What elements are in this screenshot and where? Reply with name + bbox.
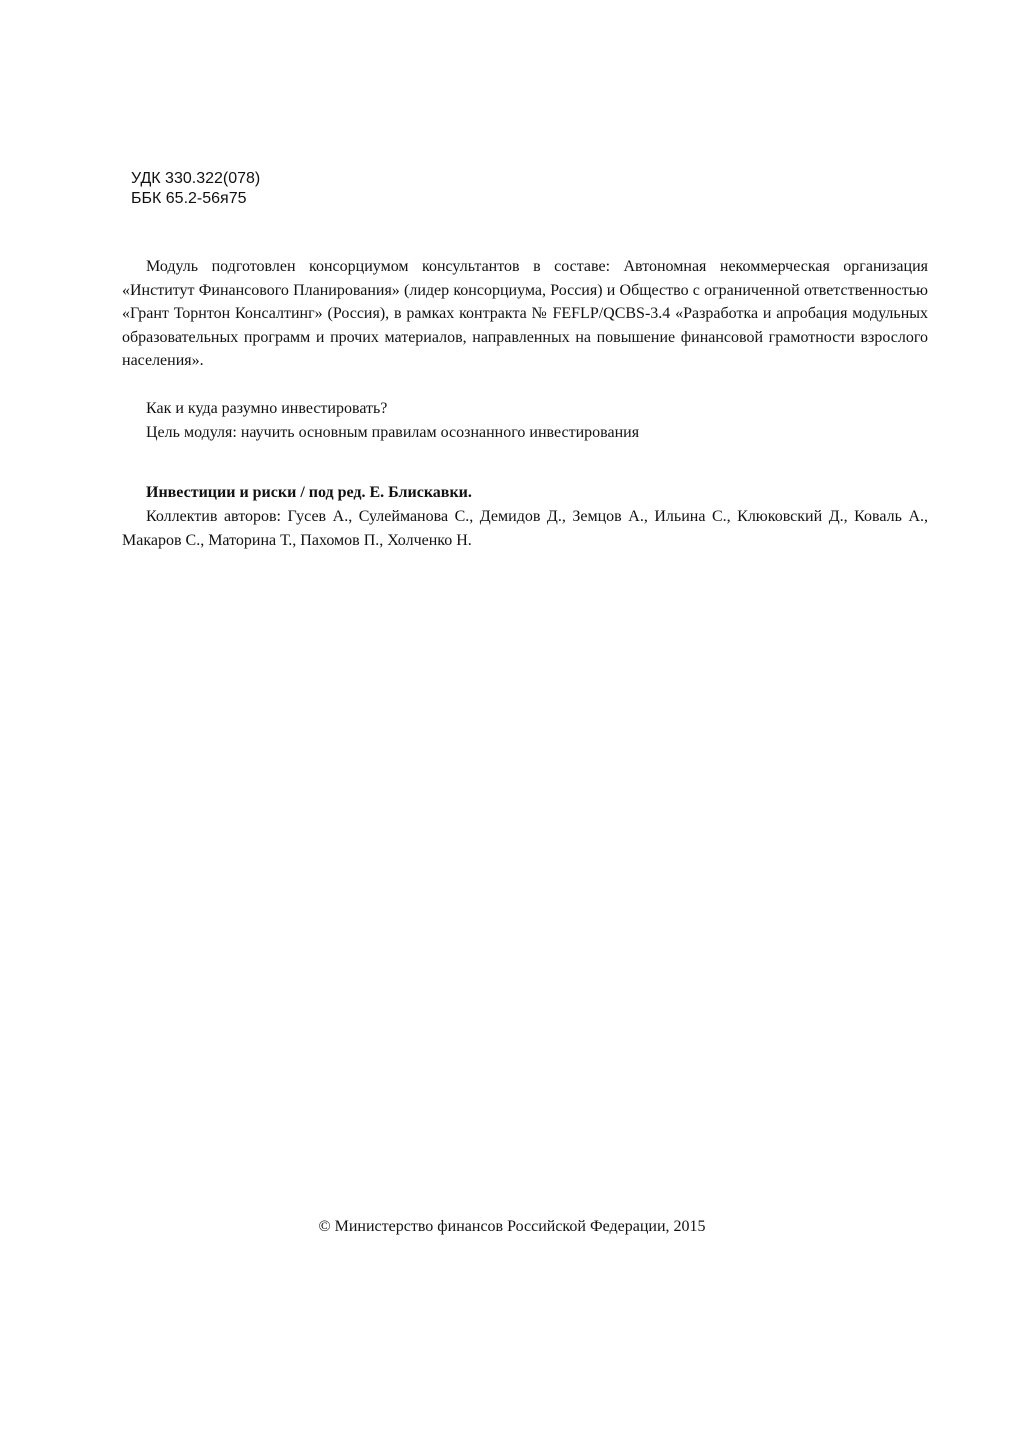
intro-paragraph: Модуль подготовлен консорциумом консультантов в составе: Автономная некоммерческая организация «Институт Финансового Планирования» (лидер консорциума, Россия) и Общество с ограниченной ответственностью «Грант Торнтон Консалтинг» (Россия), в рамках контракта № FEFLP/QCBS-3.4 «Разработка и апробация модульных образовательных программ и прочих материалов, направленных на повышение финансовой грамотности взрослого населения».: [122, 258, 928, 369]
module-question: Как и куда разумно инвестировать?: [146, 400, 388, 417]
library-classification: [131, 169, 260, 209]
udk-code: УДК 330.322(078): [131, 170, 261, 187]
module-goal-section: [122, 397, 928, 445]
book-title: Инвестиции и риски / под ред. Е. Блискавки.: [146, 484, 472, 501]
module-goal: Цель модуля: научить основным правилам осознанного инвестирования: [146, 424, 640, 441]
bbk-code: ББК 65.2-56я75: [131, 190, 247, 207]
copyright-notice: © Министерство финансов Российской Федерации, 2015: [318, 1218, 706, 1235]
authors-list: Коллектив авторов: Гусев А., Сулейманова С., Демидов Д., Земцов А., Ильина С., Клюковский Д., Коваль А., Макаров С., Маторина Т., Пахомов П., Холченко Н.: [122, 508, 928, 549]
credits-section: [122, 481, 928, 553]
intro-section: [122, 255, 928, 373]
